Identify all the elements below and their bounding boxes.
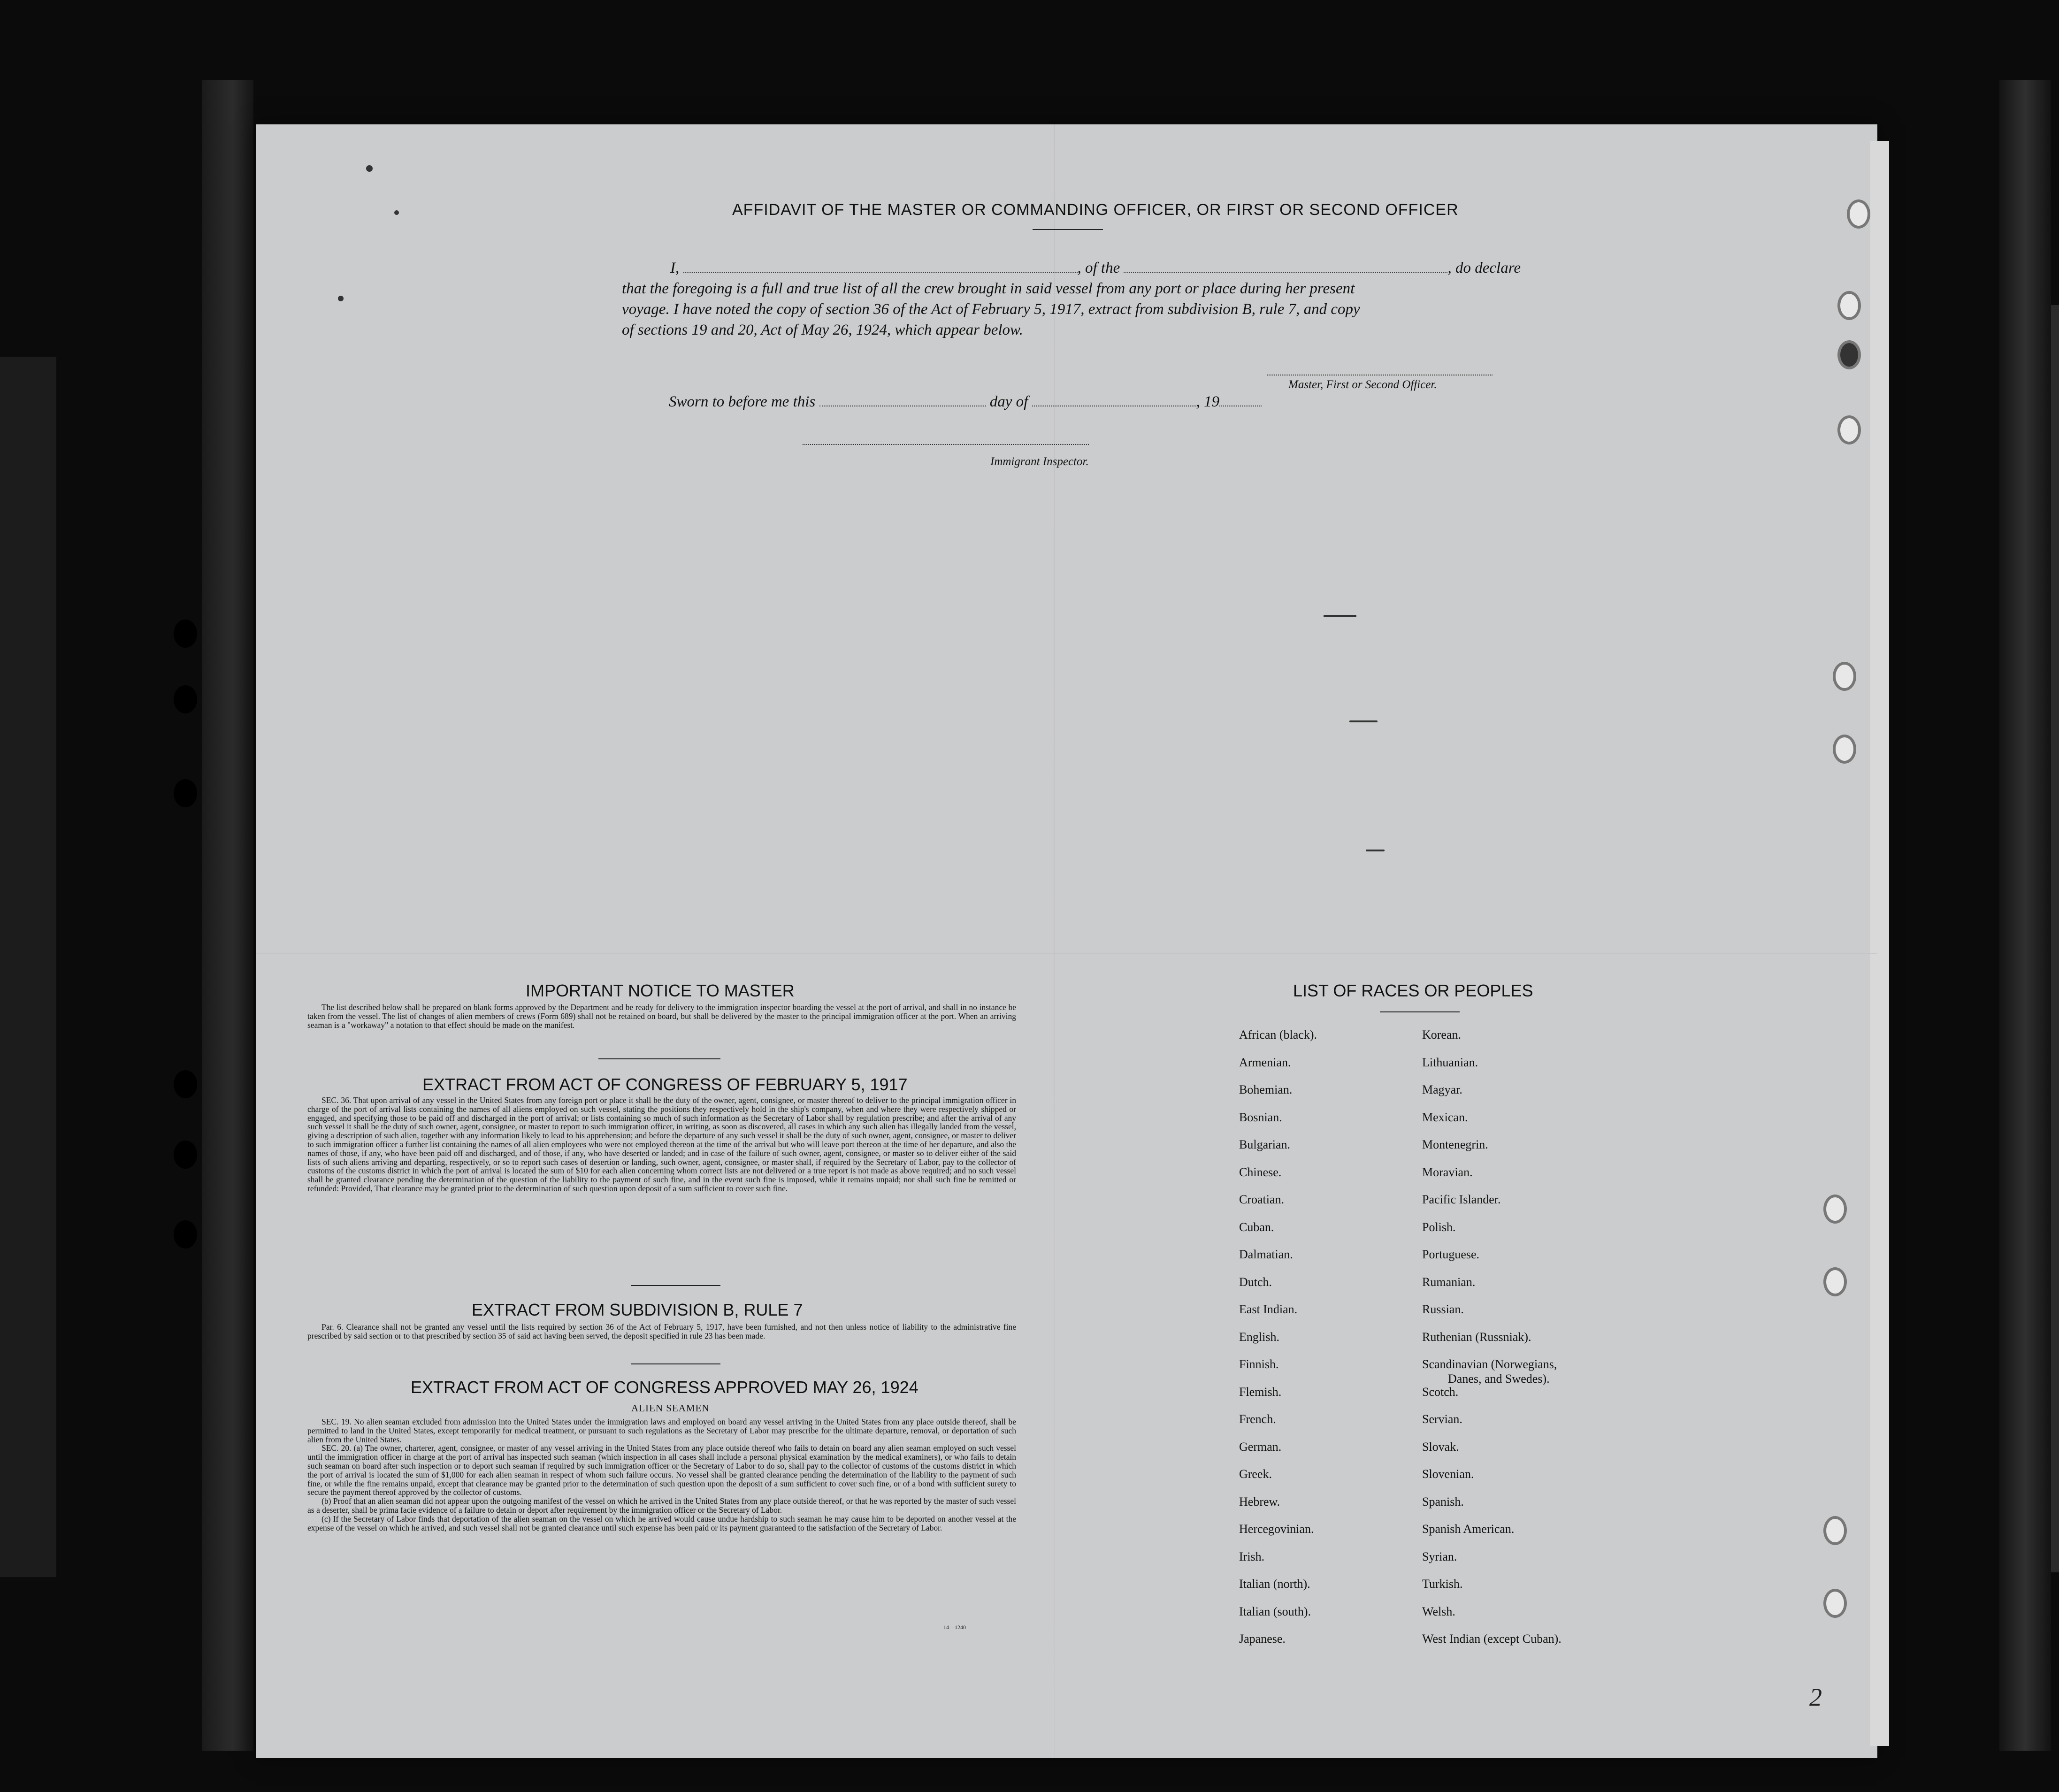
inspector-label: Immigrant Inspector.: [990, 455, 1089, 468]
race-item: Welsh.: [1422, 1605, 1455, 1618]
race-item: Lithuanian.: [1422, 1056, 1478, 1069]
divider: [1033, 229, 1103, 230]
race-item: Armenian.: [1239, 1056, 1291, 1069]
page-mark: 2: [1809, 1683, 1822, 1711]
ink-mark: [1324, 615, 1356, 617]
ink-speck: [394, 210, 399, 215]
race-item: Spanish.: [1422, 1495, 1464, 1509]
affidavit-line-2: that the foregoing is a full and true list of all the crew brought in said vessel from any port or place during her present: [622, 280, 1355, 297]
race-item: Turkish.: [1422, 1577, 1463, 1591]
sec20a-paragraph: SEC. 20. (a) The owner, charterer, agent, consignee, or master of any vessel arriving in the United States from any place outside thereof who fails to detain on board any alien seaman employed on such vessel until the immigration officer in charge at the port of arrival has inspected such seaman (which inspection in all cases shall include a personal physical examination by the medical examiners), or who fails to detain such seaman on board after such inspection or to deport such seaman if required by such immigration officer or the Secretary of Labor to do so, shall pay to the collector of customs of the customs district in which the port of arrival is located the sum of $1,000 for each alien seaman in respect of whom such failure occurs. No vessel shall be granted clearance pending the determination of the liability to the payment of such fine, or while the fine remains unpaid, except that clearance may be granted prior to the determination of such question upon the deposit of a sum sufficient to cover such fine, or of a bond with sufficient surety to secure the payment thereof approved by the collector of customs.: [307, 1443, 1016, 1497]
race-item: Moravian.: [1422, 1165, 1473, 1179]
punch-hole: [1837, 291, 1861, 320]
race-item: Irish.: [1239, 1550, 1265, 1563]
punch-hole: [1833, 735, 1856, 764]
affidavit-title: AFFIDAVIT OF THE MASTER OR COMMANDING OFFICER, OR FIRST OR SECOND OFFICER: [732, 201, 1459, 219]
binding-left: [202, 80, 253, 1751]
race-item: Polish.: [1422, 1220, 1456, 1234]
race-item: Spanish American.: [1422, 1522, 1515, 1536]
affidavit-declare: , do declare: [1447, 260, 1521, 276]
punch-hole: [1833, 662, 1856, 691]
race-item-continuation: Danes, and Swedes).: [1448, 1372, 1550, 1386]
race-item: Servian.: [1422, 1412, 1462, 1426]
race-item: Slovenian.: [1422, 1467, 1474, 1481]
binding-hole: [174, 685, 197, 713]
punch-hole: [1837, 415, 1861, 444]
vessel-blank[interactable]: [1124, 272, 1447, 273]
name-blank[interactable]: [683, 272, 1078, 273]
punch-hole: [1847, 199, 1870, 229]
race-item: Montenegrin.: [1422, 1138, 1488, 1151]
binding-hole: [174, 1070, 197, 1098]
fold-vertical: [1054, 124, 1055, 1758]
sec19-paragraph: SEC. 19. No alien seaman excluded from admission into the United States under the immigration laws and employed on board any vessel arriving in the United States from any place outside thereof, shall be permitted to land in the United States, except temporarily for medical treatment, or pursuant to such regulations as the Secretary of Labor may prescribe for the ultimate departure, removal, or deportation of such alien from the United States.: [307, 1417, 1016, 1444]
affidavit-line-3: voyage. I have noted the copy of section 36 of the Act of February 5, 1917, extract from subdivision B, rule 7, and copy: [622, 301, 1360, 318]
sec20c-paragraph: (c) If the Secretary of Labor finds that deportation of the alien seaman on the vessel on which he arrived would cause undue hardship to such seaman he may cause him to be deported on another vessel at the expense of the vessel on which he arrived, and such vessel shall not be granted clearance until such expense has been paid or its payment guaranteed to the satisfaction of the Secretary of Labor.: [307, 1514, 1016, 1532]
race-item: West Indian (except Cuban).: [1422, 1632, 1561, 1646]
ink-mark: [1349, 720, 1378, 722]
extract-1917-title: EXTRACT FROM ACT OF CONGRESS OF FEBRUARY 5, 1917: [422, 1075, 908, 1094]
affidavit-i: I,: [670, 260, 680, 276]
race-item: Slovak.: [1422, 1440, 1459, 1454]
race-item: Croatian.: [1239, 1193, 1285, 1206]
race-item: Mexican.: [1422, 1110, 1468, 1124]
sec36-paragraph: SEC. 36. That upon arrival of any vessel in the United States from any foreign port or place it shall be the duty of the owner, agent, consignee, or master thereof to deliver to the principal immigration officer in charge of the port of arrival lists containing the names of all aliens employed on such vessel, stating the positions they respectively hold in the ship's company, when and where they were respectively shipped or engaged, and specifying those to be paid off and discharged in the port of arrival; or lists containing so much of such information as the Secretary of Labor shall by regulation prescribe; and after the arrival of any such vessel it shall be the duty of such owner, agent, consignee, or master to report to such immigration officer, in writing, as soon as discovered, all cases in which any such alien has illegally landed from the vessel, giving a description of such alien, together with any information likely to lead to his apprehension; and before the departure of any such vessel it shall be the duty of such owner, agent, consignee, or master to deliver to such immigration officer a further list containing the names of all alien employees who were not employed thereon at the time of the arrival but who will leave port thereon at the time of her departure, and also the names of those, if any, who have been paid off and discharged, and of those, if any, who have deserted or landed; and in case of the failure of such owner, agent, consignee, or master so to deliver either of the said lists of such aliens arriving and departing, respectively, or so to report such cases of desertion or landing, such owner, agent, consignee, or master shall, if required by the Secretary of Labor, pay to the collector of customs of the customs district in which the port of arrival is located the sum of $10 for each alien concerning whom correct lists are not delivered or a true report is not made as above required; and no such vessel shall be granted clearance pending the determination of the question of the liability to the payment of such fine, and in the event such fine is imposed, while it remains unpaid; nor shall such fine be remitted or refunded: Provided, That clearance may be granted prior to the determination of such question upon deposit of a sum sufficient to cover such fine.: [307, 1095, 1016, 1193]
affidavit-line-4: of sections 19 and 20, Act of May 26, 1924, which appear below.: [622, 322, 1023, 338]
sec20b-paragraph: (b) Proof that an alien seaman did not appear upon the outgoing manifest of the vessel on which he arrived in the United States from any place outside thereof, or that he was reported by the master of such vessel as a deserter, shall be prima facie evidence of a failure to detain or deport after requirement by the immigration officer or the Secretary of Labor.: [307, 1496, 1016, 1515]
race-item: Bosnian.: [1239, 1110, 1282, 1124]
divider: [1380, 1011, 1460, 1012]
race-item: French.: [1239, 1412, 1276, 1426]
race-item: Hercegovinian.: [1239, 1522, 1314, 1536]
race-item: English.: [1239, 1330, 1279, 1344]
race-item: Japanese.: [1239, 1632, 1286, 1646]
par6-paragraph: Par. 6. Clearance shall not be granted any vessel until the lists required by section 36 of the Act of February 5, 1917, have been furnished, and not then unless notice of liability to the administrative fine prescribed by said section or to that prescribed by section 35 of said act having been served, the deposit specified in rule 23 has been made.: [307, 1322, 1016, 1340]
race-item: African (black).: [1239, 1028, 1317, 1042]
race-item: Scandinavian (Norwegians,: [1422, 1357, 1557, 1371]
divider: [598, 1058, 720, 1059]
race-item: Bulgarian.: [1239, 1138, 1291, 1151]
race-item: East Indian.: [1239, 1302, 1298, 1316]
race-item: Dutch.: [1239, 1275, 1272, 1289]
punch-hole: [1823, 1516, 1847, 1545]
affidavit-line-1: [670, 260, 1521, 277]
race-item: Italian (south).: [1239, 1605, 1311, 1618]
day-of-text: day of: [989, 393, 1028, 410]
binding-hole: [174, 1220, 197, 1248]
ink-mark: [1366, 850, 1385, 851]
master-label: Master, First or Second Officer.: [1288, 378, 1437, 391]
notice-title: IMPORTANT NOTICE TO MASTER: [526, 981, 795, 1000]
ink-speck: [338, 296, 344, 301]
scanner-bar-left: [0, 357, 56, 1577]
binding-hole: [174, 779, 197, 807]
punch-hole: [1823, 1589, 1847, 1618]
inspector-signature-blank[interactable]: [803, 444, 1089, 445]
extract-1924-text: [307, 1417, 1016, 1532]
extract-rule7-text: [307, 1323, 1016, 1340]
race-item: Cuban.: [1239, 1220, 1274, 1234]
affidavit-of-the: , of the: [1077, 260, 1120, 276]
race-item: Magyar.: [1422, 1083, 1462, 1096]
extract-rule7-title: EXTRACT FROM SUBDIVISION B, RULE 7: [472, 1300, 803, 1319]
race-item: Bohemian.: [1239, 1083, 1293, 1096]
punch-hole: [1823, 1195, 1847, 1224]
notice-text: [307, 1003, 1016, 1029]
race-item: Rumanian.: [1422, 1275, 1476, 1289]
races-title: LIST OF RACES OR PEOPLES: [1293, 981, 1533, 1000]
sworn-text: Sworn to before me this: [669, 393, 816, 410]
race-item: Chinese.: [1239, 1165, 1282, 1179]
race-item: Dalmatian.: [1239, 1248, 1293, 1261]
sworn-line: [669, 393, 1262, 411]
race-item: Italian (north).: [1239, 1577, 1310, 1591]
race-item: Syrian.: [1422, 1550, 1457, 1563]
alien-seamen-subtitle: ALIEN SEAMEN: [631, 1402, 710, 1414]
punch-hole: [1837, 340, 1861, 369]
race-item: Portuguese.: [1422, 1248, 1480, 1261]
extract-1917-text: [307, 1096, 1016, 1193]
year-text: , 19: [1196, 393, 1220, 410]
divider: [631, 1363, 720, 1364]
fold-horizontal: [256, 953, 1877, 954]
extract-1924-title: EXTRACT FROM ACT OF CONGRESS APPROVED MAY 26, 1924: [411, 1378, 919, 1397]
race-item: Finnish.: [1239, 1357, 1279, 1371]
punch-hole: [1823, 1267, 1847, 1296]
race-item: Korean.: [1422, 1028, 1462, 1042]
ink-speck: [366, 165, 373, 172]
notice-paragraph: The list described below shall be prepared on blank forms approved by the Department and be ready for delivery to the immigration inspector boarding the vessel at the port of arrival, and shall in no instance be taken from the vessel. The list of changes of alien members of crews (Form 689) shall not be retained on board, but shall be delivered by the master to the principal immigration officer at the port. When an arriving seaman is a "workaway" a notation to that effect should be made on the manifest.: [307, 1003, 1016, 1030]
binding-right: [1999, 80, 2051, 1751]
race-item: Scotch.: [1422, 1385, 1459, 1399]
divider: [631, 1285, 720, 1286]
race-item: Hebrew.: [1239, 1495, 1280, 1509]
binding-hole: [174, 1141, 197, 1169]
race-item: Ruthenian (Russniak).: [1422, 1330, 1531, 1344]
form-number: 14—1240: [943, 1624, 966, 1631]
race-item: Russian.: [1422, 1302, 1464, 1316]
race-item: Flemish.: [1239, 1385, 1282, 1399]
race-item: Pacific Islander.: [1422, 1193, 1501, 1206]
race-item: Greek.: [1239, 1467, 1272, 1481]
binding-hole: [174, 620, 197, 648]
sheet-edge: [1870, 141, 1889, 1746]
race-item: German.: [1239, 1440, 1282, 1454]
